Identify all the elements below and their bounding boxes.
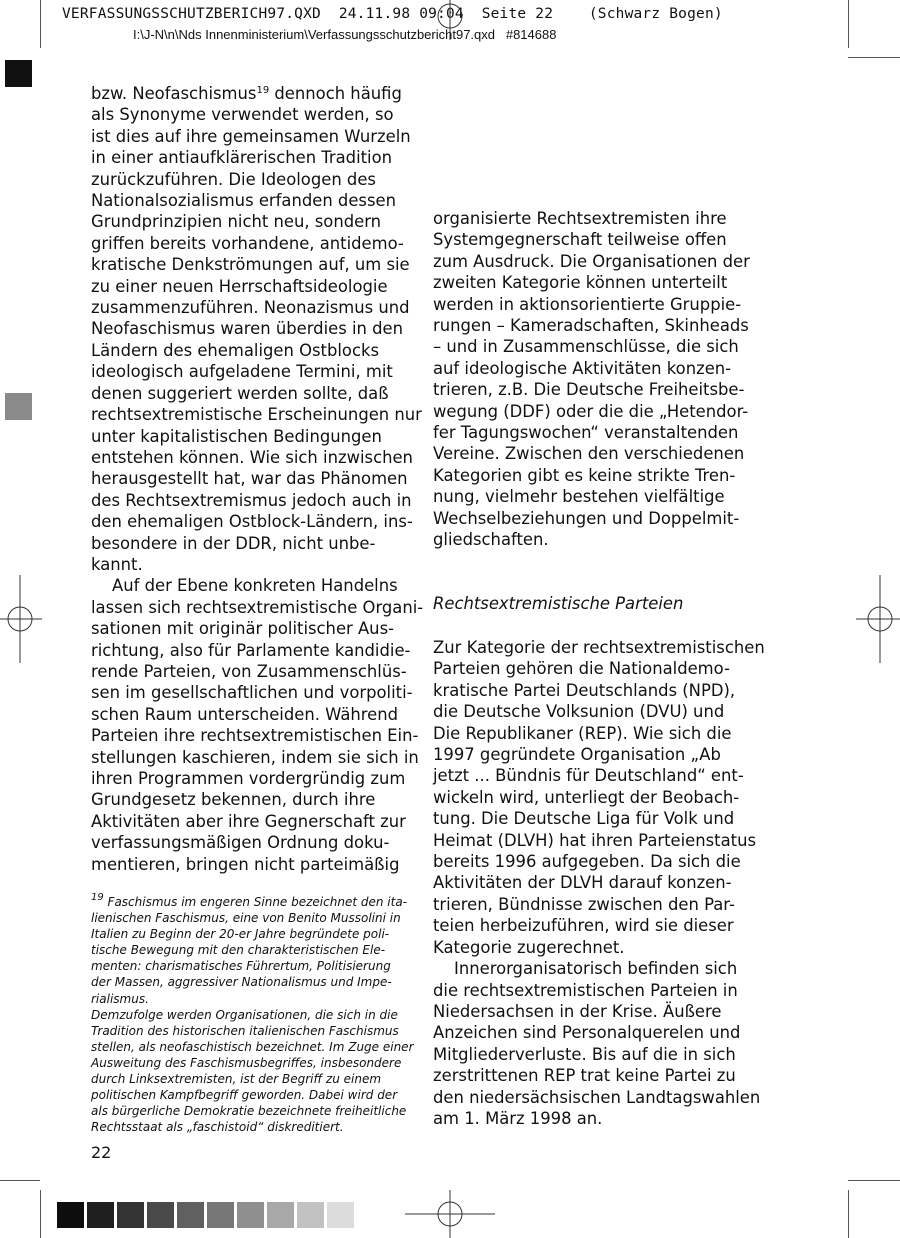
right-column-bottom — [433, 637, 765, 1129]
text-line: herausgestellt hat, war das Phänomen — [91, 469, 408, 489]
grey-marker — [5, 393, 32, 420]
text-line: zum Ausdruck. Die Organisationen der — [433, 251, 750, 271]
text-line: Innerorganisatorisch befinden sich — [454, 959, 738, 979]
text-line: Anzeichen sind Personalquerelen und — [433, 1023, 741, 1043]
text-line: rechtsextremistische Erscheinungen nur — [91, 405, 422, 425]
crop-mark — [848, 1190, 849, 1238]
registration-mark-left-icon — [0, 575, 42, 663]
color-swatch — [207, 1202, 234, 1228]
text-line: Parteien ihre rechtsextremistischen Ein- — [91, 726, 419, 746]
text-line: kratische Partei Deutschlands (NPD), — [433, 680, 736, 700]
text-line: Ländern des ehemaligen Ostblocks — [91, 340, 379, 360]
text-line: Parteien gehören die Nationaldemo- — [433, 659, 730, 679]
crop-mark — [848, 57, 900, 58]
footnote-line: politischen Kampfbegriff geworden. Dabei wird der — [91, 1088, 398, 1103]
footnote-line: tische Bewegung mit den charakteristischen Ele- — [91, 943, 386, 958]
text-line: werden in aktionsorientierte Gruppie- — [433, 294, 742, 314]
text-line: nung, vielmehr bestehen vielfältige — [433, 487, 725, 507]
text-line: Aktivitäten der DLVH darauf konzen- — [433, 873, 732, 893]
text-line: am 1. März 1998 an. — [433, 1108, 603, 1128]
text-line: zu einer neuen Herrschaftsideologie — [91, 276, 388, 296]
text-line: Auf der Ebene konkreten Handelns — [112, 576, 398, 596]
text-line: teien herbeizuführen, wird sie dieser — [433, 916, 734, 936]
text-line: sen im gesellschaftlichen und vorpoliti- — [91, 683, 413, 703]
text-line: gliedschaften. — [433, 530, 549, 550]
footnote-line: Rechtsstaat als „faschistoid“ diskreditiert. — [91, 1120, 344, 1135]
color-swatch — [147, 1202, 174, 1228]
footnote-number: 19 — [91, 892, 104, 903]
crop-mark — [848, 1180, 900, 1181]
left-column — [91, 80, 424, 875]
text-line: trieren, Bündnisse zwischen den Par- — [433, 894, 735, 914]
text-line: Nationalsozialismus erfanden dessen — [91, 191, 396, 211]
text-line: lassen sich rechtsextremistische Organi- — [91, 597, 424, 617]
footnote-ref: 19 — [256, 85, 270, 96]
registration-mark-bottom-icon — [405, 1190, 495, 1238]
text-line: den ehemaligen Ostblock-Ländern, ins- — [91, 512, 413, 532]
text-line: sationen mit originär politischer Aus- — [91, 619, 395, 639]
footnote-line: der Massen, aggressiver Nationalismus und Impe- — [91, 975, 392, 990]
text-line: jetzt ... Bündnis für Deutschland“ ent- — [433, 766, 744, 786]
footnote-line: Tradition des historischen italienischen Faschismus — [91, 1023, 399, 1038]
text-line: ist dies auf ihre gemeinsamen Wurzeln — [91, 126, 411, 146]
color-swatch — [177, 1202, 204, 1228]
text-line: bzw. Neofaschismus$^{19}$ dennoch häufig — [91, 84, 402, 103]
text-line: Grundgesetz bekennen, durch ihre — [91, 790, 376, 810]
text-line: – und in Zusammenschlüsse, die sich — [433, 337, 739, 357]
text-line: tung. Die Deutsche Liga für Volk und — [433, 809, 735, 829]
text-line: stellungen kaschieren, indem sie sich in — [91, 747, 419, 767]
text-line: Aktivitäten aber ihre Gegnerschaft zur — [91, 811, 406, 831]
text-line: Mitgliederverluste. Bis auf die in sich — [433, 1044, 736, 1064]
text-line: Zur Kategorie der rechtsextremistischen — [433, 638, 765, 657]
text-line: trieren, z.B. Die Deutsche Freiheitsbe- — [433, 380, 745, 400]
text-line: entstehen können. Wie sich inzwischen — [91, 447, 413, 467]
print-slug-line: VERFASSUNGSSCHUTZBERICH97.QXD 24.11.98 09:04 Seite 22 (Schwarz Bogen) — [62, 6, 723, 22]
file-path-line: I:\J-N\n\Nds Innenministerium\Verfassungsschutzbericht97.qxd #814688 — [133, 27, 557, 42]
text-line: zerstrittenen REP trat keine Partei zu — [433, 1066, 736, 1086]
crop-mark — [848, 0, 849, 48]
text-line: zusammenzuführen. Neonazismus und — [91, 298, 410, 318]
text-line: kratische Denkströmungen auf, um sie — [91, 255, 410, 275]
page-number: 22 — [91, 1143, 112, 1162]
text-line: bereits 1996 aufgegeben. Da sich die — [433, 852, 741, 872]
text-line: organisierte Rechtsextremisten ihre — [433, 209, 727, 228]
text-line: unter kapitalistischen Bedingungen — [91, 426, 382, 446]
text-line: Neofaschismus waren überdies in den — [91, 319, 403, 339]
text-line: mentieren, bringen nicht parteimäßig — [91, 854, 400, 874]
footnote-line: Italien zu Beginn der 20-er Jahre begründete poli- — [91, 927, 390, 942]
color-swatch — [327, 1202, 354, 1228]
text-line: auf ideologische Aktivitäten konzen- — [433, 358, 732, 378]
text-line: die rechtsextremistischen Parteien in — [433, 980, 738, 1000]
footnote-line: lienischen Faschismus, eine von Benito Mussolini in — [91, 911, 401, 926]
section-heading: Rechtsextremistische Parteien — [433, 594, 684, 613]
text-line: Grundprinzipien nicht neu, sondern — [91, 212, 382, 232]
color-swatch — [297, 1202, 324, 1228]
footnote — [91, 890, 414, 1135]
text-line: die Deutsche Volksunion (DVU) und — [433, 702, 725, 722]
text-line: wegung (DDF) oder die die „Hetendor- — [433, 401, 749, 421]
text-line: griffen bereits vorhandene, antidemo- — [91, 233, 404, 253]
footnote-line: Demzufolge werden Organisationen, die sich in die — [91, 1007, 398, 1022]
text-line: Kategorie zugerechnet. — [433, 937, 625, 957]
registration-mark-top-icon — [405, 0, 495, 40]
right-column-top — [433, 208, 750, 551]
crop-mark — [0, 1180, 40, 1181]
footnote-line: als bürgerliche Demokratie bezeichnete freiheitliche — [91, 1104, 407, 1119]
footnote-line: Ausweitung des Faschismusbegriffes, insbesondere — [91, 1055, 402, 1070]
text-line: zweiten Kategorie können unterteilt — [433, 273, 728, 293]
text-line: fer Tagungswochen“ veranstaltenden — [433, 423, 739, 443]
text-line: Vereine. Zwischen den verschiedenen — [433, 444, 745, 464]
footnote-line: rialismus. — [91, 991, 149, 1006]
text-line: zurückzuführen. Die Ideologen des — [91, 169, 376, 189]
text-line: Die Republikaner (REP). Wie sich die — [433, 723, 732, 743]
text-line: ihren Programmen vordergründig zum — [91, 769, 406, 788]
text-line: Niedersachsen in der Krise. Äußere — [433, 1001, 722, 1021]
color-swatch — [87, 1202, 114, 1228]
text-line: als Synonyme verwendet werden, so — [91, 105, 394, 125]
text-line: Systemgegnerschaft teilweise offen — [433, 230, 727, 250]
text-line: in einer antiaufklärerischen Tradition — [91, 148, 393, 168]
text-line: besondere in der DDR, nicht unbe- — [91, 533, 376, 553]
color-swatch — [267, 1202, 294, 1228]
text-line: den niedersächsischen Landtagswahlen — [433, 1087, 761, 1107]
crop-mark — [40, 0, 41, 48]
text-line: rungen – Kameradschaften, Skinheads — [433, 316, 749, 336]
color-swatch — [237, 1202, 264, 1228]
text-line: verfassungsmäßigen Ordnung doku- — [91, 833, 390, 853]
text-line: ideologisch aufgeladene Termini, mit — [91, 362, 393, 382]
black-marker — [5, 60, 32, 87]
text-line: des Rechtsextremismus jedoch auch in — [91, 490, 412, 510]
footnote-line: stellen, als neofaschistisch bezeichnet. Im Zuge einer — [91, 1039, 414, 1054]
color-swatch — [117, 1202, 144, 1228]
text-line: kannt. — [91, 554, 143, 574]
text-line: Wechselbeziehungen und Doppelmit- — [433, 508, 740, 528]
footnote-line: durch Linksextremisten, ist der Begriff zu einem — [91, 1072, 382, 1087]
text-line: 1997 gegründete Organisation „Ab — [433, 745, 721, 765]
text-line: wickeln wird, unterliegt der Beobach- — [433, 787, 740, 807]
footnote-line: $^{19}$ Faschismus im engeren Sinne bezeichnet den ita- — [91, 892, 407, 909]
color-swatch — [57, 1202, 84, 1228]
registration-mark-right-icon — [856, 575, 900, 663]
text-line: Kategorien gibt es keine strikte Tren- — [433, 465, 736, 485]
text-line: richtung, also für Parlamente kandidie- — [91, 640, 411, 660]
footnote-line: menten: charismatisches Führertum, Politisierung — [91, 959, 391, 974]
text-line: rende Parteien, von Zusammenschlüs- — [91, 661, 407, 681]
text-line: Heimat (DLVH) hat ihren Parteienstatus — [433, 830, 757, 850]
crop-mark — [40, 1190, 41, 1238]
text-line: schen Raum unterscheiden. Während — [91, 704, 399, 724]
text-line: denen suggeriert werden sollte, daß — [91, 383, 389, 403]
